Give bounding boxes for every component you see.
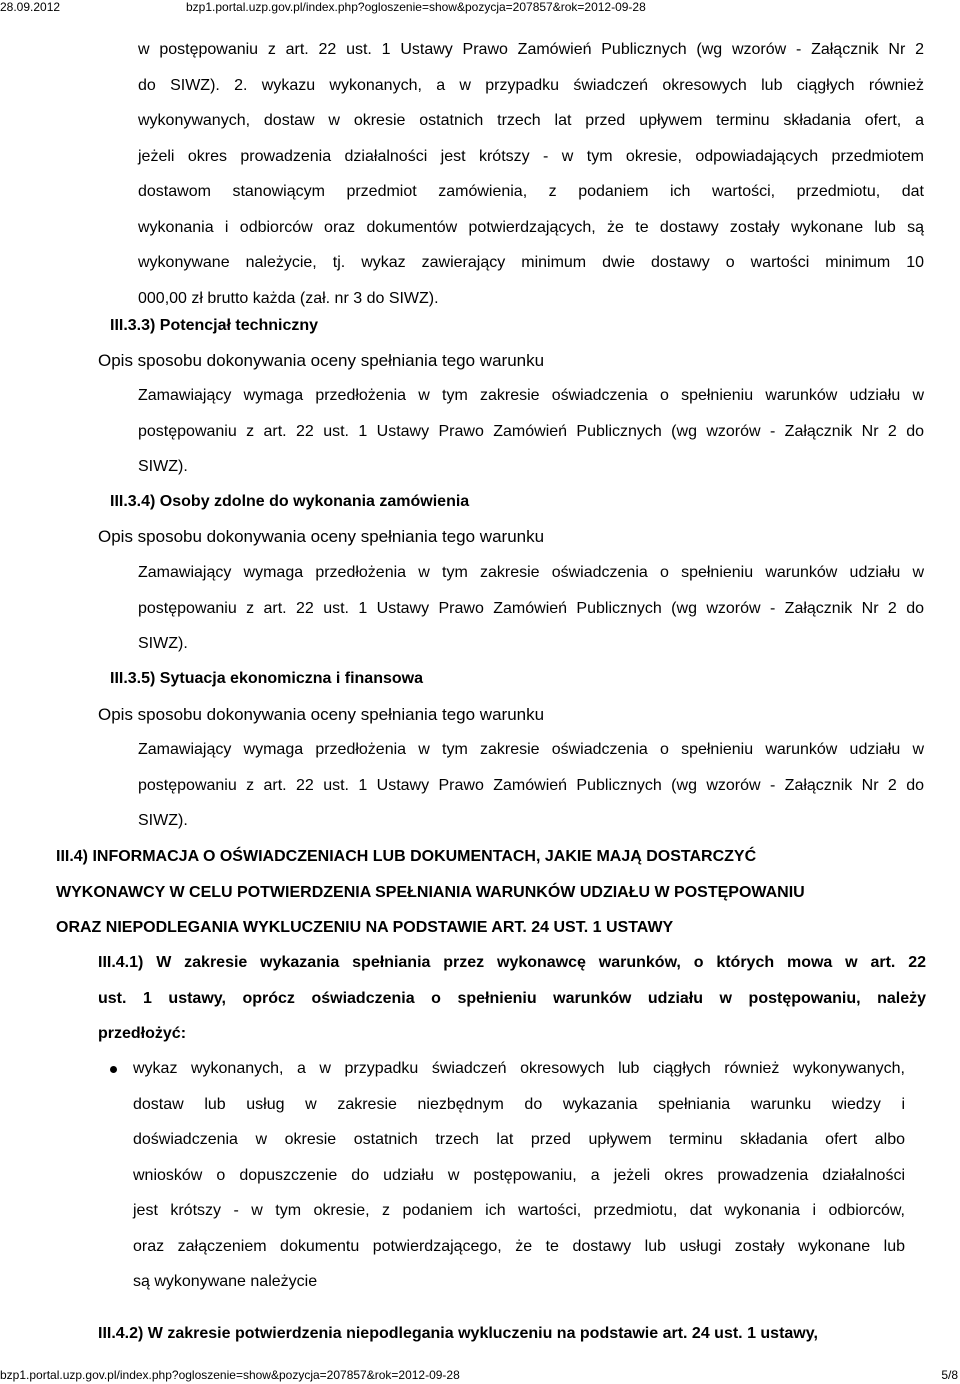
text-line: Zamawiający wymaga przedłożenia w tym zakresie oświadczenia o spełnieniu warunków udziału w — [138, 564, 924, 581]
section-subheading: Opis sposobu dokonywania oceny spełniania tego warunku — [98, 705, 545, 724]
text-line: SIWZ). — [138, 812, 188, 829]
paragraph-3-3-5 — [138, 732, 924, 839]
heading-line: III.4.1) W zakresie wykazania spełniania przez wykonawcę warunków, o których mowa w art. 22 — [98, 954, 926, 971]
text-line: wykaz wykonanych, a w przypadku świadczeń okresowych lub ciągłych również wykonywanych, — [133, 1060, 905, 1077]
header-url: bzp1.portal.uzp.gov.pl/index.php?ogloszenie=show&pozycja=207857&rok=2012-09-28 — [186, 0, 646, 14]
text-line: wykonania i odbiorców oraz dokumentów potwierdzających, że te dostawy zostały wykonane lub są — [138, 218, 924, 236]
section-subheading: Opis sposobu dokonywania oceny spełniania tego warunku — [98, 351, 545, 370]
heading-line: ust. 1 ustawy, oprócz oświadczenia o spełnieniu warunków udziału w postępowaniu, należy — [98, 989, 926, 1007]
section-subheading: Opis sposobu dokonywania oceny spełniania tego warunku — [98, 527, 545, 546]
text-line: wykonywane należycie, tj. wykaz zawierający minimum dwie dostawy o wartości minimum 10 — [138, 254, 924, 271]
text-line: Zamawiający wymaga przedłożenia w tym zakresie oświadczenia o spełnieniu warunków udziału w — [138, 387, 924, 404]
text-line: SIWZ). — [138, 458, 188, 475]
text-line: do SIWZ). 2. wykazu wykonanych, a w przypadku świadczeń okresowych lub ciągłych również — [138, 76, 924, 94]
text-line: wykonywanych, dostaw w okresie ostatnich trzech lat przed upływem terminu składania ofert, a — [138, 112, 924, 129]
text-line: postępowaniu z art. 22 ust. 1 Ustawy Prawo Zamówień Publicznych (wg wzorów - Załącznik Nr 2 do — [138, 599, 924, 617]
text-line: postępowaniu z art. 22 ust. 1 Ustawy Prawo Zamówień Publicznych (wg wzorów - Załącznik Nr 2 do — [138, 422, 924, 440]
paragraph-3-3-3 — [138, 378, 924, 485]
footer-url: bzp1.portal.uzp.gov.pl/index.php?ogloszenie=show&pozycja=207857&rok=2012-09-28 — [0, 1368, 460, 1382]
text-line: są wykonywane należycie — [133, 1273, 318, 1290]
section-heading-3-3-3: III.3.3) Potencjał techniczny — [110, 317, 319, 334]
page-number: 5/8 — [941, 1368, 958, 1382]
text-line: oraz załączeniem dokumentu potwierdzającego, że te dostawy lub usługi zostały wykonane lub — [133, 1237, 905, 1255]
paragraph-references — [138, 32, 924, 316]
text-line: dostaw lub usług w zakresie niezbędnym do wykazania spełniania warunku wiedzy i — [133, 1095, 905, 1113]
text-line: dostawom stanowiącym przedmiot zamówienia, z podaniem ich wartości, przedmiotu, dat — [138, 183, 924, 200]
section-heading-3-3-4: III.3.4) Osoby zdolne do wykonania zamówienia — [110, 493, 470, 510]
text-line: Zamawiający wymaga przedłożenia w tym zakresie oświadczenia o spełnieniu warunków udziału w — [138, 741, 924, 758]
text-line: jest krótszy - w tym okresie, z podaniem ich wartości, przedmiotu, dat wykonania i odbiorców, — [133, 1202, 905, 1219]
section-heading-3-4-2: III.4.2) W zakresie potwierdzenia niepodlegania wykluczeniu na podstawie art. 24 ust. 1 ustawy, — [98, 1325, 818, 1342]
text-line: w postępowaniu z art. 22 ust. 1 Ustawy Prawo Zamówień Publicznych (wg wzorów - Załącznik Nr 2 — [138, 41, 924, 58]
heading-line: ORAZ NIEPODLEGANIA WYKLUCZENIU NA PODSTAWIE ART. 24 UST. 1 USTAWY — [56, 919, 674, 936]
text-line: postępowaniu z art. 22 ust. 1 Ustawy Prawo Zamówień Publicznych (wg wzorów - Załącznik Nr 2 do — [138, 776, 924, 794]
text-line: jeżeli okres prowadzenia działalności jest krótszy - w tym okresie, odpowiadających przedmiotem — [138, 147, 924, 165]
text-line: doświadczenia w okresie ostatnich trzech lat przed upływem terminu składania ofert albo — [133, 1131, 905, 1148]
section-heading-3-3-5: III.3.5) Sytuacja ekonomiczna i finansowa — [110, 670, 423, 687]
heading-line: WYKONAWCY W CELU POTWIERDZENIA SPEŁNIANIA WARUNKÓW UDZIAŁU W POSTĘPOWANIU — [56, 883, 805, 901]
section-heading-3-4-1 — [98, 945, 926, 1052]
text-line: SIWZ). — [138, 635, 188, 652]
heading-line: III.4) INFORMACJA O OŚWIADCZENIACH LUB DOKUMENTACH, JAKIE MAJĄ DOSTARCZYĆ — [56, 848, 757, 865]
bullet-item — [133, 1051, 905, 1300]
text-line: 000,00 zł brutto każda (zał. nr 3 do SIWZ). — [138, 289, 439, 307]
bullet-dot — [110, 1066, 117, 1073]
header-date: 28.09.2012 — [0, 0, 61, 14]
text-line: wniosków o dopuszczenie do udziału w postępowaniu, a jeżeli okres prowadzenia działalności — [133, 1166, 905, 1184]
section-heading-3-4 — [56, 839, 926, 946]
heading-line: przedłożyć: — [98, 1025, 187, 1042]
paragraph-3-3-4 — [138, 555, 924, 662]
